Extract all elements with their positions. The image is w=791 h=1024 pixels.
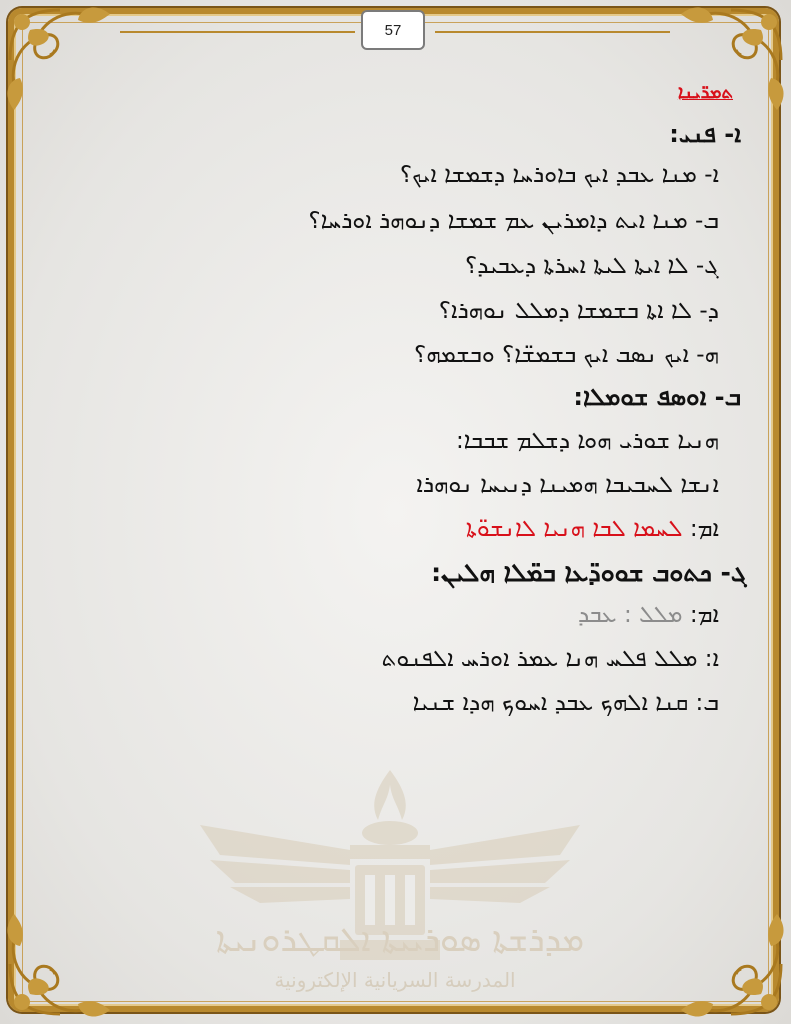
- watermark-syriac: ܡܕܪܫܬܐ ܣܘܪܝܝܬܐ ܐܠܩܛܪܘܢܝܬܐ: [215, 920, 585, 960]
- watermark-arabic: المدرسة السريانية الإلكترونية: [274, 968, 516, 992]
- corner-ornament-icon: [0, 0, 120, 120]
- question-line: ܒ- ܡܢܐ ܐܝܬ ܕܐܡܪܝܢ ܥܡ ܫܡܫܐ ܕܢܘܗܪ ܐܘܪܚܐ؟: [308, 208, 719, 234]
- example-text: ܠܚܡܐ ܠܒܐ ܗܢܝܐ ܠܐܢܫܘ̈ܬܐ: [465, 516, 683, 542]
- question-line: ܕ- ܠܐ ܐܬܐ ܒܫܡܫܐ ܕܡܠܠ ܢܘܗܪܐ؟: [438, 298, 719, 324]
- fill-line: ܐܢܫܐ ܠܚܒܝܒܐ ܗܡܝܢܐ ܕܢܝܚܐ ܢܘܗܪܐ: [416, 472, 719, 498]
- sentence-line: ܒ: ܩܢܐ ܐܠܗܟ ܥܒܕ ܐܚܘܟ ܗܕܐ ܫܢܝܐ: [412, 690, 719, 716]
- section-heading: ܒ- ܐܘܣܦ ܫܘܡܠܐ:: [573, 383, 741, 411]
- example-label: ܐܡ:: [689, 602, 719, 628]
- question-line: ܓ- ܠܐ ܐܝܬܐ ܠܝܬܐ ܐܚܪܬܐ ܕܥܒܝܕ؟: [465, 253, 719, 279]
- question-line: ܐ- ܡܢܐ ܥܒܕ ܐܝܟ ܒܐܘܪܚܐ ܕܫܡܫܐ ܐܝܟ؟: [399, 162, 719, 188]
- example-line: [466, 516, 719, 542]
- exercises-title: ܬܡܪ̈ܝܢܐ: [677, 82, 733, 103]
- page-number: 57: [361, 10, 425, 50]
- corner-ornament-icon: [0, 904, 120, 1024]
- section-heading: ܓ- ܟܬܘܒ ܫܘܘܕ̈ܥܐ ܒܡ̈ܠܐ ܗܠܝܢ:: [431, 558, 747, 587]
- example-label: ܐܡ:: [689, 516, 719, 542]
- section-heading: ܐ- ܦܢܝ:: [669, 120, 741, 148]
- example-text: ܡܠܠ : ܥܒܕ: [577, 602, 683, 628]
- example-line: [578, 602, 719, 628]
- corner-ornament-icon: [671, 904, 791, 1024]
- school-emblem-watermark-icon: [200, 765, 580, 995]
- question-line: ܗ- ܐܝܟ ܢܣܒ ܐܝܟ ܒܫܡܫ̈ܐ؟ ܘܒܫܡܗ؟: [414, 342, 719, 368]
- fill-line: ܗܢܝܐ ܫܘܪܝ ܗܘܐ ܕܫܠܡ ܫܒܒܐ:: [455, 428, 719, 454]
- sentence-line: ܐ: ܡܠܠ ܦܠܚ ܗܢܐ ܥܡܪ ܐܘܪܚ ܐܠܦܢܘܬ: [381, 646, 719, 672]
